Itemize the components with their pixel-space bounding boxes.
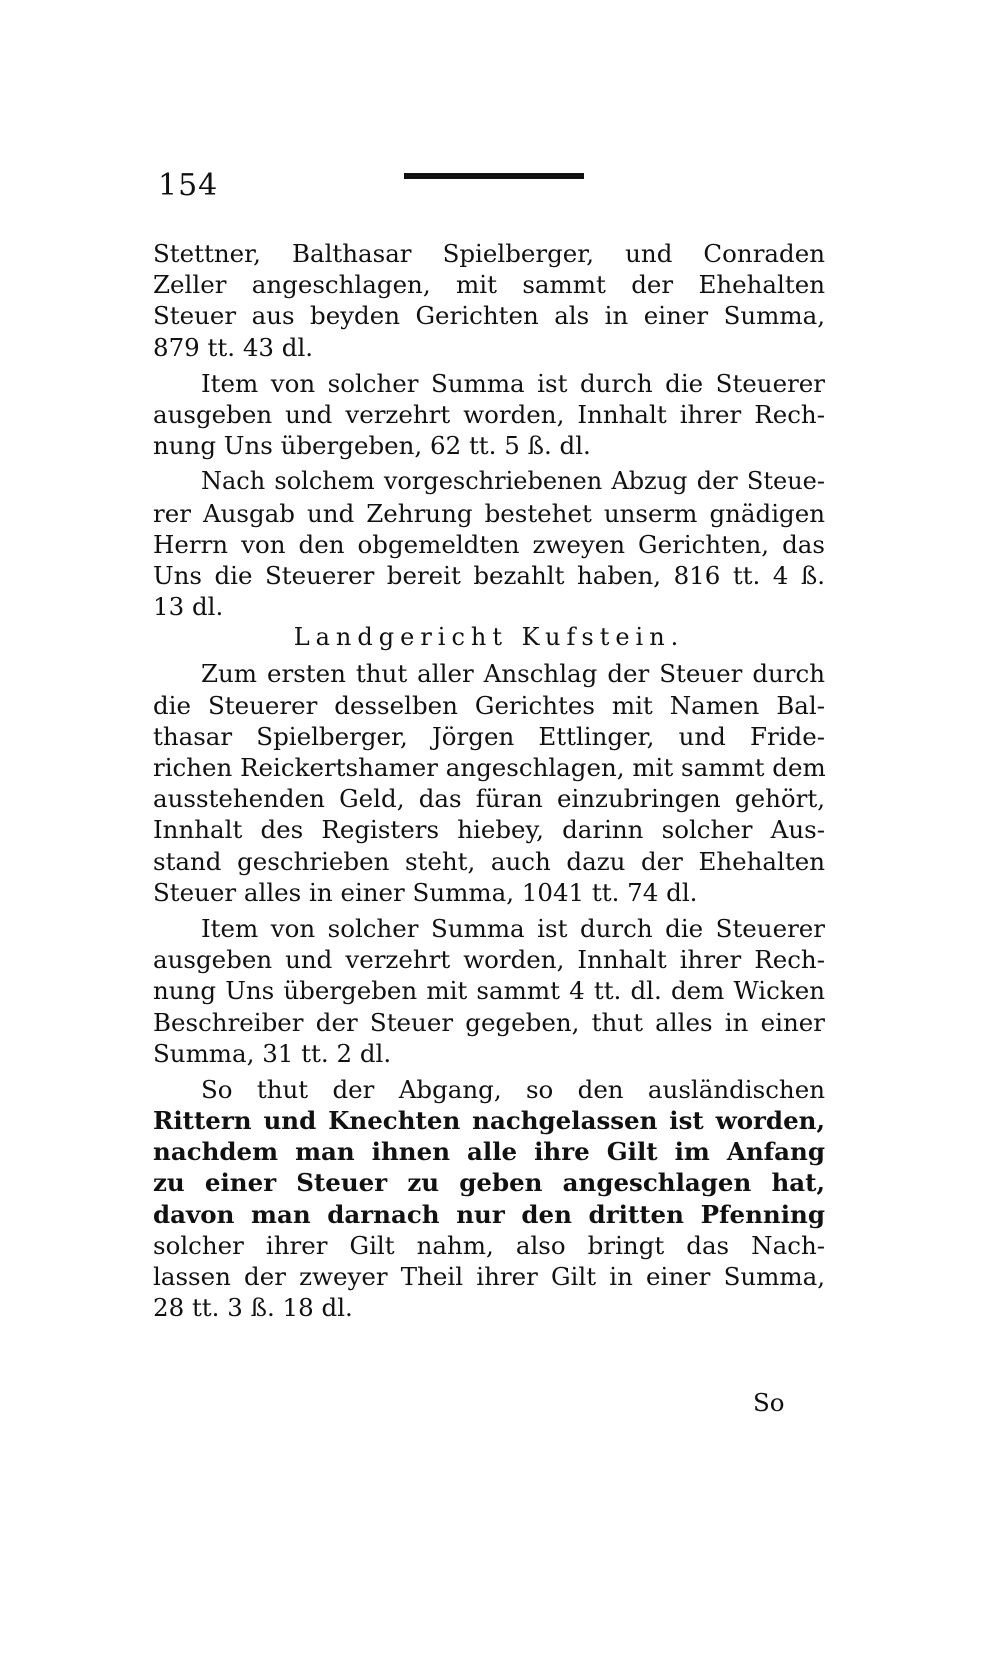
text-line: 28 tt. 3 ß. 18 dl. xyxy=(153,1293,353,1323)
text-line: nachdem man ihnen alle ihre Gilt im Anfang xyxy=(153,1137,825,1167)
text-line: stand geschrieben steht, auch dazu der Ehehalten xyxy=(153,846,825,876)
text-line: Zum ersten thut aller Anschlag der Steuer durch xyxy=(201,659,825,689)
text-line: Herrn von den obgemeldten zweyen Gerichten, das xyxy=(153,529,825,559)
text-line: Nach solchem vorgeschriebenen Abzug der Steue- xyxy=(201,467,825,496)
text-line: Innhalt des Registers hiebey, darinn solcher Aus- xyxy=(153,815,825,845)
text-line: nung Uns übergeben, 62 tt. 5 ß. dl. xyxy=(153,431,591,461)
text-line: rer Ausgab und Zehrung bestehet unserm gnädigen xyxy=(153,498,825,528)
text-line: ausstehenden Geld, das füran einzubringen gehört, xyxy=(153,784,825,814)
text-line: So thut der Abgang, so den ausländischen xyxy=(201,1074,825,1104)
text-line: Zeller angeschlagen, mit sammt der Ehehalten xyxy=(153,270,825,300)
catchword: So xyxy=(753,1388,785,1417)
text-line: 13 dl. xyxy=(153,592,224,622)
text-line: Item von solcher Summa ist durch die Steuerer xyxy=(201,368,825,398)
text-line: Steuer aus beyden Gerichten als in einer Summa, xyxy=(153,301,825,331)
text-line: ausgeben und verzehrt worden, Innhalt ihrer Rech- xyxy=(153,399,825,429)
text-line: Stettner, Balthasar Spielberger, und Conraden xyxy=(153,239,825,268)
text-line: 879 tt. 43 dl. xyxy=(153,332,314,362)
text-line: zu einer Steuer zu geben angeschlagen hat, xyxy=(153,1168,825,1198)
text-line: die Steuerer desselben Gerichtes mit Namen Bal- xyxy=(153,690,825,720)
text-line: lassen der zweyer Theil ihrer Gilt in einer Summa, xyxy=(153,1262,825,1291)
text-line: ausgeben und verzehrt worden, Innhalt ihrer Rech- xyxy=(153,945,825,975)
text-line: Summa, 31 tt. 2 dl. xyxy=(153,1038,392,1068)
text-line: Beschreiber der Steuer gegeben, thut alles in einer xyxy=(153,1007,825,1037)
text-line: Uns die Steuerer bereit bezahlt haben, 816 tt. 4 ß. xyxy=(153,560,825,590)
text-line: thasar Spielberger, Jörgen Ettlinger, und Fride- xyxy=(153,721,825,751)
text-line: Item von solcher Summa ist durch die Steuerer xyxy=(201,913,825,943)
text-line: Rittern und Knechten nachgelassen ist worden, xyxy=(153,1106,825,1136)
text-line: nung Uns übergeben mit sammt 4 tt. dl. dem Wicken xyxy=(153,976,825,1006)
text-line: richen Reickertshamer angeschlagen, mit sammt dem xyxy=(153,753,826,782)
header-rule xyxy=(404,173,584,179)
text-line: davon man darnach nur den dritten Pfenning xyxy=(153,1199,825,1229)
text-line: Steuer alles in einer Summa, 1041 tt. 74 dl. xyxy=(153,877,698,907)
text-line: solcher ihrer Gilt nahm, also bringt das Nach- xyxy=(153,1230,825,1260)
body-text xyxy=(153,238,825,1323)
section-heading: Landgericht Kufstein. xyxy=(293,623,685,652)
page-number: 154 xyxy=(158,168,219,203)
